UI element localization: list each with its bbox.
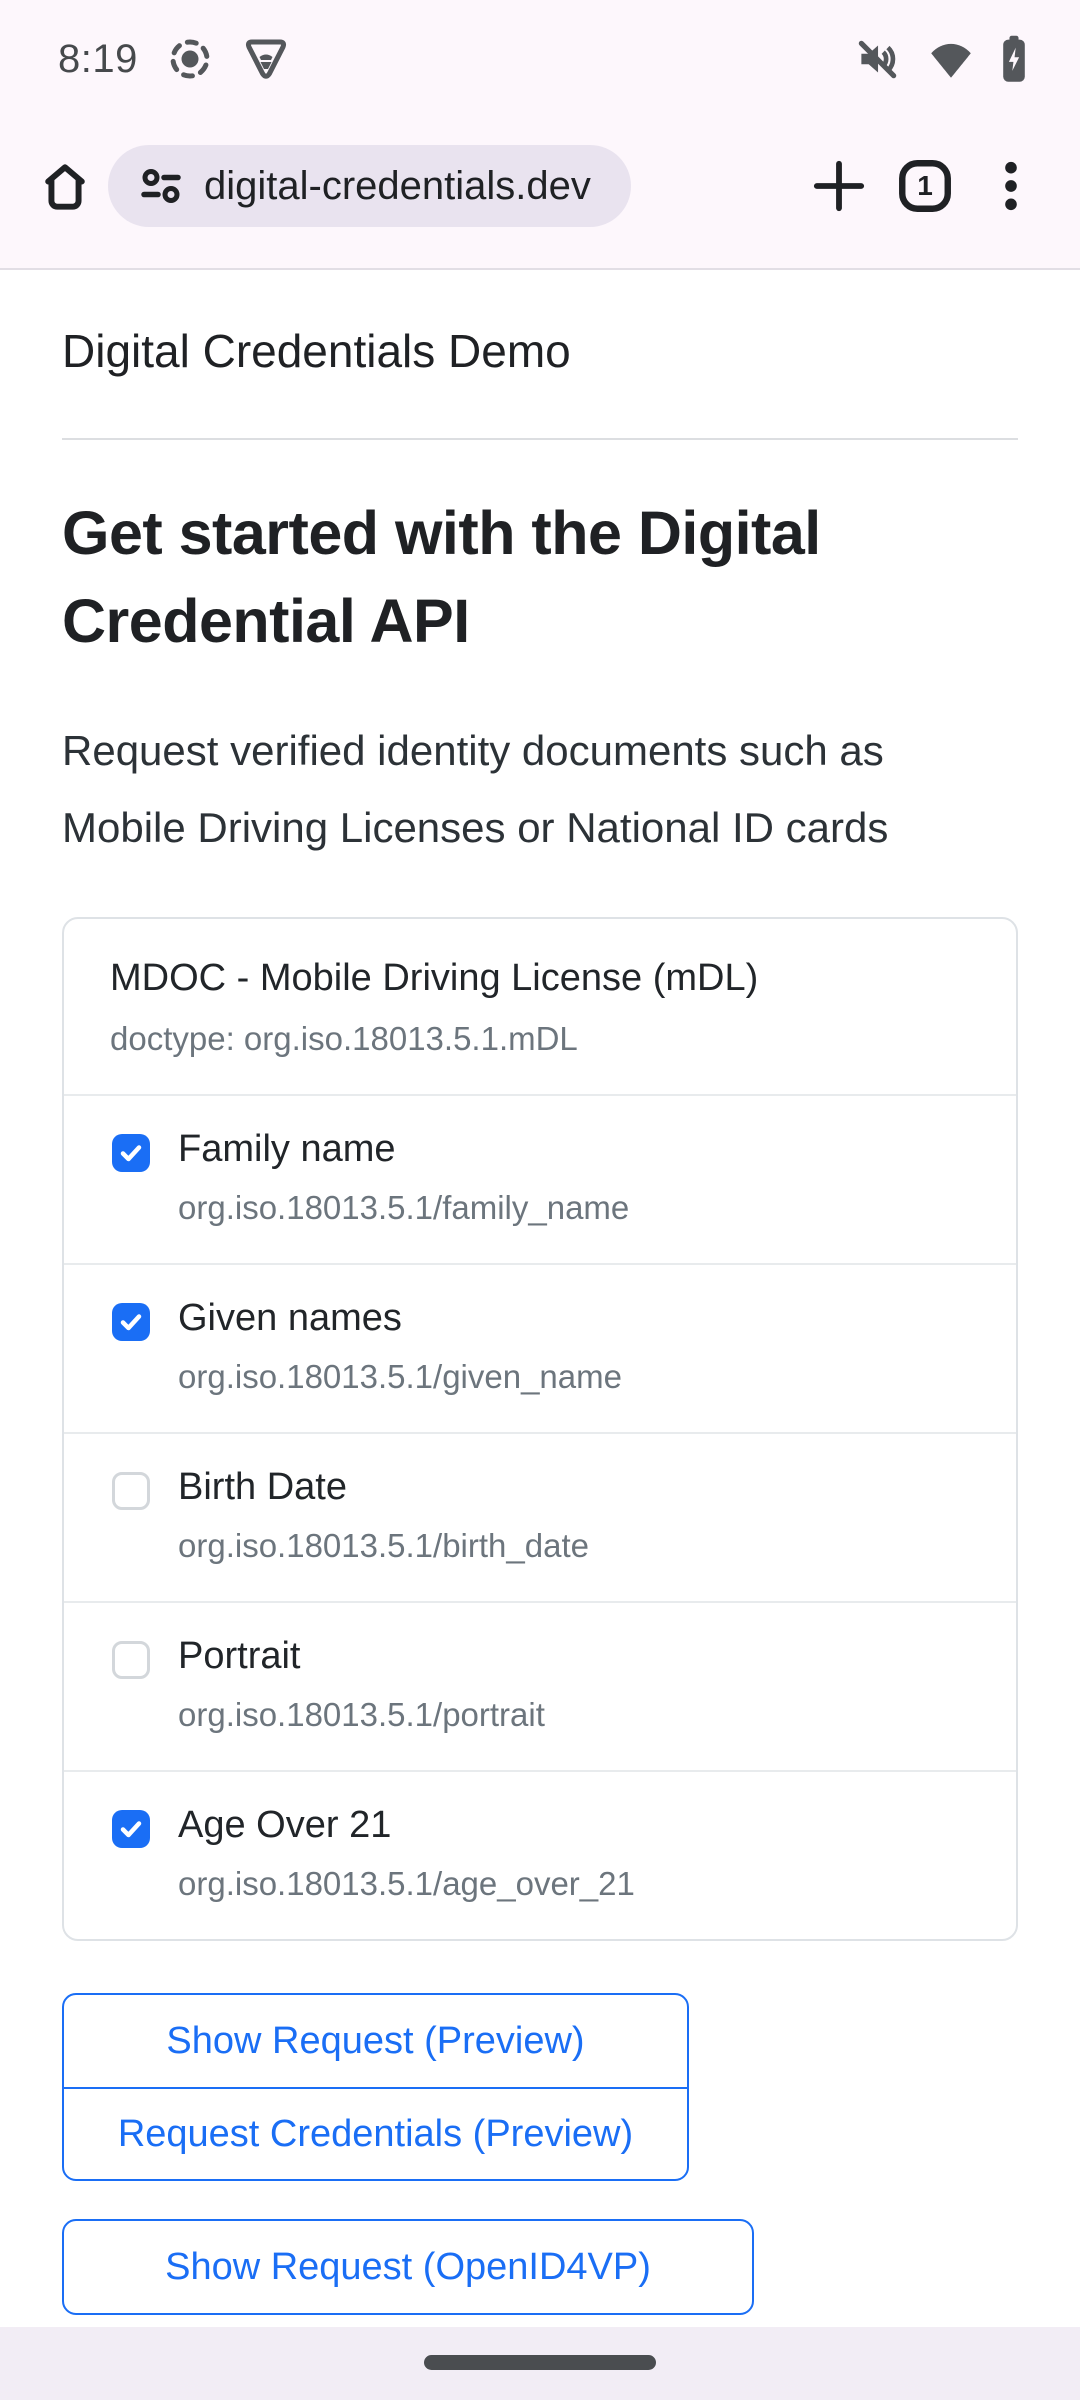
tab-count: 1 (917, 170, 933, 201)
battery-charging-icon (1000, 34, 1028, 84)
main-heading: Get started with the Digital Credential API (62, 499, 821, 655)
title-divider (62, 438, 1018, 440)
show-request-openid4vp-button[interactable]: Show Request (OpenID4VP) (64, 2221, 752, 2313)
browser-toolbar (0, 118, 1080, 268)
status-time: 8:19 (58, 36, 138, 81)
field-checkbox[interactable] (112, 1641, 150, 1679)
home-button[interactable] (22, 138, 108, 234)
url-text[interactable]: digital-credentials.dev (204, 163, 591, 208)
field-label: Age Over 21 (178, 1804, 392, 1847)
credential-doctype: doctype: org.iso.18013.5.1.mDL (110, 1020, 578, 1058)
page-title: Digital Credentials Demo (62, 325, 571, 377)
field-checkbox[interactable] (112, 1134, 150, 1172)
web-page (0, 324, 1080, 2315)
field-checkbox[interactable] (112, 1810, 150, 1848)
site-settings-icon[interactable] (138, 163, 184, 209)
new-tab-button[interactable] (796, 138, 882, 234)
field-checkbox[interactable] (112, 1472, 150, 1510)
openid-button-group (62, 2219, 754, 2315)
field-label: Family name (178, 1128, 396, 1171)
wifi-icon (926, 34, 976, 84)
mute-icon (852, 34, 902, 84)
android-system-icon (242, 35, 290, 83)
credential-card (62, 917, 1018, 1941)
android-chrome-top (0, 0, 1080, 270)
status-bar (0, 0, 1080, 118)
field-checkbox[interactable] (112, 1303, 150, 1341)
credential-title: MDOC - Mobile Driving License (mDL) (110, 957, 759, 1000)
field-label: Given names (178, 1297, 402, 1340)
list-item[interactable] (64, 1434, 1016, 1603)
field-list (64, 1096, 1016, 1939)
home-icon (34, 155, 96, 217)
gesture-handle[interactable] (424, 2355, 656, 2370)
field-label: Portrait (178, 1635, 301, 1678)
field-path: org.iso.18013.5.1/portrait (178, 1696, 545, 1734)
field-label: Birth Date (178, 1466, 347, 1509)
screen-record-icon (166, 35, 214, 83)
list-item[interactable] (64, 1603, 1016, 1772)
menu-button[interactable] (968, 138, 1054, 234)
list-item[interactable] (64, 1265, 1016, 1434)
credential-card-header (64, 919, 1016, 1096)
field-path: org.iso.18013.5.1/given_name (178, 1358, 622, 1396)
menu-kebab-icon (985, 158, 1037, 214)
tab-switcher-button[interactable] (882, 138, 968, 234)
list-item[interactable] (64, 1772, 1016, 1939)
show-request-preview-button[interactable]: Show Request (Preview) (64, 1995, 687, 2087)
gesture-navigation-bar (0, 2327, 1080, 2400)
request-credentials-preview-button[interactable]: Request Credentials (Preview) (64, 2087, 687, 2179)
sub-heading: Request verified identity documents such as Mobile Driving Licenses or National ID cards (62, 726, 889, 852)
field-path: org.iso.18013.5.1/family_name (178, 1189, 630, 1227)
new-tab-icon (811, 158, 867, 214)
field-path: org.iso.18013.5.1/age_over_21 (178, 1865, 635, 1903)
preview-button-group (62, 1993, 689, 2181)
list-item[interactable] (64, 1096, 1016, 1265)
field-path: org.iso.18013.5.1/birth_date (178, 1527, 589, 1565)
url-bar[interactable] (108, 145, 631, 227)
toolbar-divider (0, 268, 1080, 270)
